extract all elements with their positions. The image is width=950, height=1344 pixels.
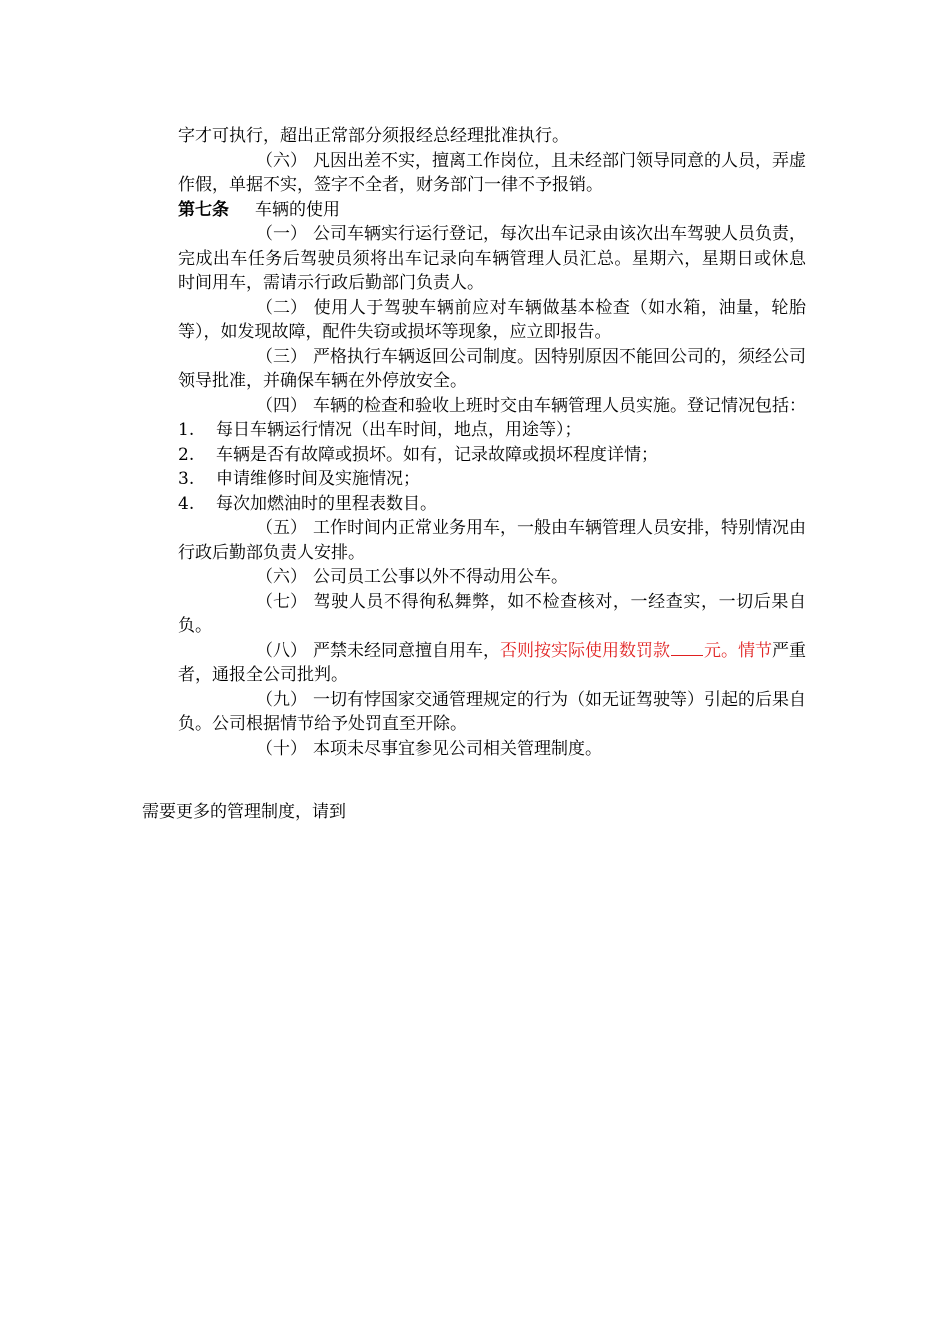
continuation-paragraph: 字才可执行，超出正常部分须报经总经理批准执行。 xyxy=(178,126,569,146)
section-text: 一切有悖国家交通管理规定的行为（如无证驾驶等）引起的后果自负。公司根据情节给予处罚直至开除。 xyxy=(178,689,806,734)
article-heading xyxy=(178,198,806,223)
section-label: （一） xyxy=(256,224,307,244)
list-item xyxy=(178,492,806,517)
item-label: （六） xyxy=(256,150,307,171)
section-6 xyxy=(178,565,806,590)
list-number: 4. xyxy=(178,493,195,514)
section-label: （四） xyxy=(256,395,307,416)
list-number: 2. xyxy=(178,444,195,465)
list-number: 1. xyxy=(178,420,195,440)
list-text: 申请维修时间及实施情况； xyxy=(216,469,420,489)
section-label: （八） xyxy=(256,640,307,661)
section-3 xyxy=(178,345,806,394)
article-label: 第七条 xyxy=(178,199,229,220)
list-text: 每次加燃油时的里程表数目。 xyxy=(216,493,437,514)
section-text-before: 严禁未经同意擅自用车， xyxy=(313,640,500,661)
section-label: （二） xyxy=(256,297,307,318)
article-title: 车辆的使用 xyxy=(255,199,340,220)
paragraph-item-6 xyxy=(178,149,806,198)
section-label: （七） xyxy=(256,591,307,612)
penalty-unit-text: 元。情节 xyxy=(704,640,772,661)
fine-amount-blank xyxy=(671,639,703,656)
section-text: 公司车辆实行运行登记，每次出车记录由该次出车驾驶人员负责，完成出车任务后驾驶员须将出车记录向车辆管理人员汇总。星期六，星期日或休息时间用车，需请示行政后勤部门负责人。 xyxy=(178,224,806,293)
section-text: 工作时间内正常业务用车，一般由车辆管理人员安排，特别情况由行政后勤部负责人安排。 xyxy=(178,518,806,563)
section-label: （十） xyxy=(256,738,307,759)
list-number: 3. xyxy=(178,469,195,489)
section-label: （五） xyxy=(256,518,307,538)
section-8 xyxy=(178,639,806,688)
section-7 xyxy=(178,590,806,639)
section-label: （六） xyxy=(256,567,307,587)
section-2 xyxy=(178,296,806,345)
section-text: 驾驶人员不得徇私舞弊，如不检查核对，一经查实，一切后果自负。 xyxy=(178,591,806,636)
section-1 xyxy=(178,222,806,296)
penalty-text: 否则按实际使用数罚款 xyxy=(500,640,670,661)
section-text-after: 严重者，通报全公司批判。 xyxy=(178,640,806,685)
footer-text: 需要更多的管理制度，请到 xyxy=(142,802,346,822)
section-text: 严格执行车辆返回公司制度。因特别原因不能回公司的，须经公司领导批准，并确保车辆在外停放安全。 xyxy=(178,346,806,391)
section-text: 本项未尽事宜参见公司相关管理制度。 xyxy=(313,738,602,759)
section-text: 公司员工公事以外不得动用公车。 xyxy=(313,567,568,587)
document-body xyxy=(178,124,806,761)
section-4 xyxy=(178,394,806,419)
list-text: 每日车辆运行情况（出车时间，地点，用途等）； xyxy=(216,420,582,440)
list-item xyxy=(178,418,806,443)
section-label: （三） xyxy=(256,346,307,367)
list-item xyxy=(178,443,806,468)
section-9 xyxy=(178,688,806,737)
item-text: 凡因出差不实，擅离工作岗位，且未经部门领导同意的人员，弄虚作假，单据不实，签字不全者，财务部门一律不予报销。 xyxy=(178,150,806,195)
section-text: 车辆的检查和验收上班时交由车辆管理人员实施。登记情况包括： xyxy=(313,395,806,416)
section-5 xyxy=(178,516,806,565)
section-10 xyxy=(178,737,806,762)
list-item xyxy=(178,467,806,492)
section-label: （九） xyxy=(256,689,307,710)
list-text: 车辆是否有故障或损坏。如有，记录故障或损坏程度详情； xyxy=(216,444,658,465)
section-text: 使用人于驾驶车辆前应对车辆做基本检查（如水箱，油量，轮胎等），如发现故障，配件失窃或损坏等现象，应立即报告。 xyxy=(178,297,806,342)
